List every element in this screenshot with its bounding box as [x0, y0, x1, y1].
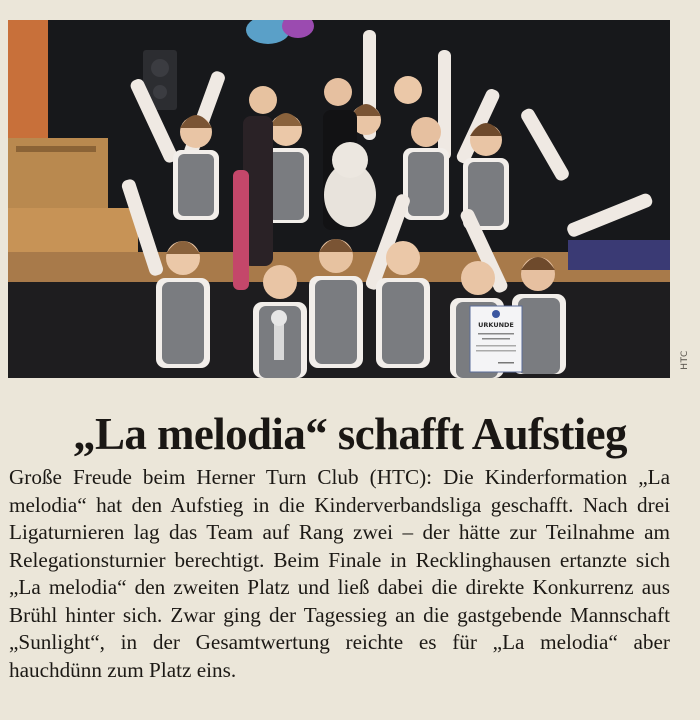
team-photo-illustration: [8, 20, 670, 378]
photo-credit: HTC: [680, 350, 690, 370]
team-photo: [8, 20, 670, 378]
article-body: Große Freude beim Herner Turn Club (HTC): Die Kinderformation „La melodia“ hat den Aufstieg in die Kinderverbandsliga geschafft. Nach drei Ligaturnieren lag das Team auf Rang zwei – der hätte zur Teilnahme am Relegationsturnier berechtigt. Beim Finale in Recklinghausen ertanzte sich „La melodia“ den zweiten Platz und ließ dabei die direkte Konkurrenz aus Brühl hinter sich. Zwar ging der Tagessieg an die gastgebende Mannschaft „Sunlight“, in der Gesamtwertung reichte es für „La melodia“ aber hauchdünn zum Platz eins.: [9, 465, 670, 682]
certificate: [470, 306, 522, 372]
certificate-title: URKUNDE: [478, 321, 514, 329]
article-headline: „La melodia“ schafft Aufstieg: [73, 409, 627, 459]
